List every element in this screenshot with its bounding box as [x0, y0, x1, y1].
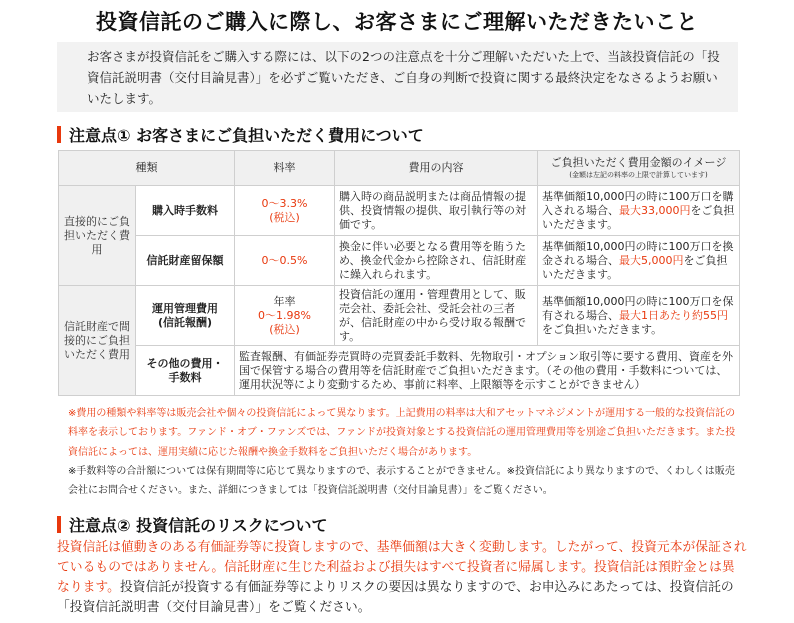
fee-image-max: 最大5,000円	[619, 253, 684, 267]
fee-image-max: 最大33,000円	[619, 203, 691, 217]
section2-title: 注意点② 投資信託のリスクについて	[69, 515, 328, 535]
section1-heading	[57, 123, 424, 145]
risk-detail: 投資信託が投資する有価証券等によりリスクの要因は異なりますので、お申込みにあたっては、投資信託の「投資信託説明書（交付目論見書）」をご覧ください。	[57, 580, 734, 615]
section1-accent-bar	[57, 126, 61, 143]
table-row	[59, 346, 740, 396]
fee-rate-label: 年率	[273, 294, 296, 308]
table-row	[59, 236, 740, 286]
fee-name-main: 運用管理費用	[152, 301, 218, 315]
fee-notes	[68, 404, 738, 500]
header-content: 費用の内容	[335, 151, 538, 186]
fee-content: 換金に伴い必要となる費用等を賄うため、換金代金から控除され、信託財産に繰入れられます。	[335, 236, 538, 286]
fee-content: 購入時の商品説明または商品情報の提供、投資情報の提供、取引執行等の対価です。	[335, 186, 538, 236]
header-image	[538, 151, 740, 186]
fee-name: 信託財産留保額	[136, 236, 235, 286]
section2-heading	[57, 513, 327, 535]
header-rate: 料率	[235, 151, 335, 186]
fee-rate-value: 0〜0.5%	[261, 253, 308, 267]
risk-text	[57, 538, 747, 618]
fee-content: 監査報酬、有価証券売買時の売買委託手数料、先物取引・オプション取引等に要する費用、資産を外国で保管する場合の費用等を信託財産でご負担いただきます。（その他の費用・手数料については、運用状況等により変動するため、事前に料率、上限額等を示すことができません）	[235, 346, 740, 396]
section1-title: 注意点① お客さまにご負担いただく費用について	[69, 125, 424, 145]
fee-name	[136, 346, 235, 396]
fee-note-1: ※費用の種類や料率等は販売会社や個々の投資信託によって異なります。上記費用の料率は大和アセットマネジメントが運用する一般的な投資信託の料率を表示しております。ファンド・オブ・ファンズでは、ファンドが投資対象とする投資信託の運用管理費用等を別途ご負担いただきます。また投資信託によっては、運用実績に応じた報酬や換金手数料をご負担いただく場合があります。	[68, 408, 736, 458]
fee-table-header	[59, 151, 740, 186]
fee-image	[538, 186, 740, 236]
fee-image-pre: 基準価額10,000円の時に100万口を換金される場合、	[542, 239, 734, 267]
fee-image-post: をご負担いただきます。	[542, 322, 663, 336]
fee-rate	[235, 236, 335, 286]
fee-image-post: をご負担いただきます。	[542, 203, 735, 231]
fee-rate-tax: (税込)	[269, 210, 300, 224]
fee-rate-tax: (税込)	[269, 322, 300, 336]
fee-image	[538, 286, 740, 346]
fee-name-main: その他の費用・	[146, 356, 224, 370]
header-type: 種類	[59, 151, 235, 186]
risk-warning: 投資信託は値動きのある有価証券等に投資しますので、基準価額は大きく変動します。したがって、投資元本が保証されているものではありません。信託財産に生じた利益および損失はすべて投資者に帰属します。投資信託は預貯金とは異なります。	[57, 540, 747, 595]
fee-rate	[235, 186, 335, 236]
fee-rate	[235, 286, 335, 346]
table-row	[59, 286, 740, 346]
fee-name: 購入時手数料	[136, 186, 235, 236]
fee-table	[58, 150, 740, 396]
header-image-label: ご負担いただく費用金額のイメージ	[550, 156, 727, 169]
fee-name-sub: 手数料	[168, 370, 202, 384]
category-direct: 直接的にご負担いただく費用	[59, 186, 136, 286]
fee-image-max: 最大1日あたり約55円	[619, 308, 728, 322]
header-image-note: (金額は左記の料率の上限で計算しています)	[569, 171, 708, 179]
fee-content: 投資信託の運用・管理費用として、販売会社、委託会社、受託会社の三者が、信託財産の中から受け取る報酬です。	[335, 286, 538, 346]
fee-image-pre: 基準価額10,000円の時に100万口を購入される場合、	[542, 189, 734, 217]
page-title: 投資信託のご購入に際し、お客さまにご理解いただきたいこと	[96, 10, 698, 34]
fee-note-2: ※手数料等の合計額については保有期間等に応じて異なりますので、表示することができません。※投資信託により異なりますので、くわしくは販売会社にお問合せください。また、詳細につきましては「投資信託説明書（交付目論見書）」をご覧ください。	[68, 465, 735, 497]
intro-box: お客さまが投資信託をご購入する際には、以下の2つの注意点を十分ご理解いただいた上で、当該投資信託の「投資信託説明書（交付目論見書）」を必ずご覧いただき、ご自身の判断で投資に関する最終決定をなさるようお願いいたします。	[57, 42, 738, 112]
fee-name	[136, 286, 235, 346]
table-row	[59, 186, 740, 236]
fee-image-post: をご負担いただきます。	[542, 253, 728, 281]
category-indirect: 信託財産で間接的にご負担いただく費用	[59, 286, 136, 396]
fee-rate-value: 0〜1.98%	[258, 308, 311, 322]
fee-rate-value: 0〜3.3%	[261, 196, 308, 210]
fee-image-pre: 基準価額10,000円の時に100万口を保有される場合、	[542, 294, 734, 322]
section2-accent-bar	[57, 516, 61, 533]
fee-image	[538, 236, 740, 286]
fee-name-sub: (信託報酬)	[157, 315, 213, 329]
